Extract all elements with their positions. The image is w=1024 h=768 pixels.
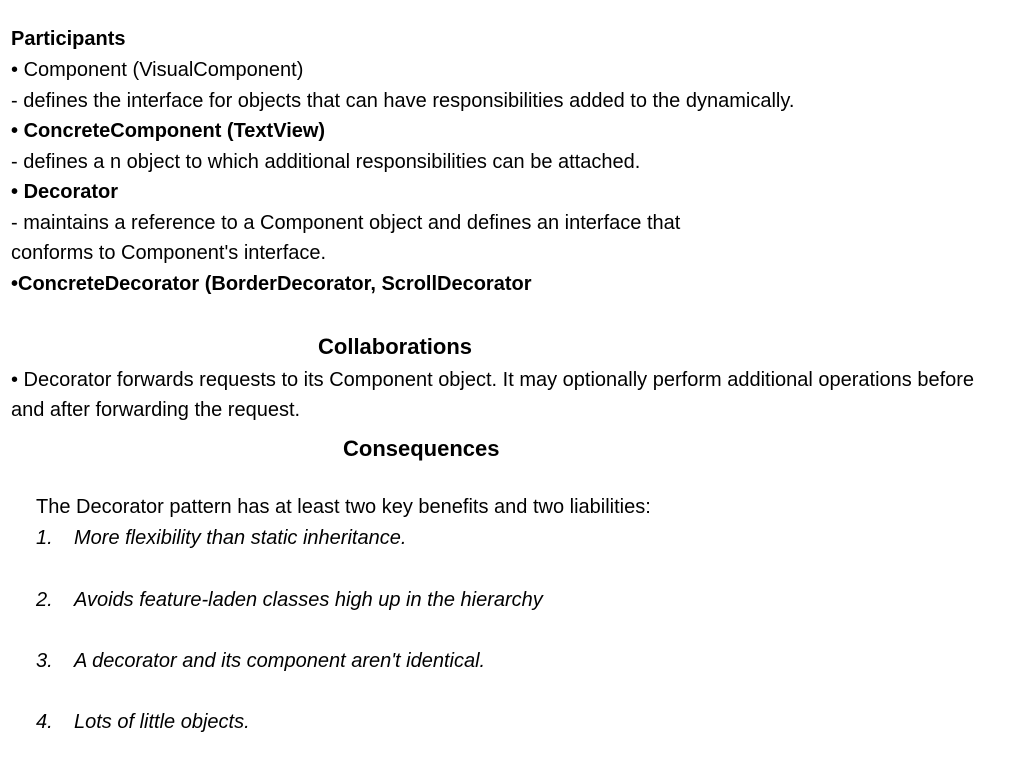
participant-decorator-desc-line1: - maintains a reference to a Component object and defines an interface that	[11, 212, 681, 234]
consequence-item-4	[36, 709, 250, 735]
participant-decorator-desc-line2: conforms to Component's interface.	[11, 242, 327, 264]
bullet: •	[11, 181, 19, 203]
bullet: •	[11, 120, 19, 142]
consequence-item-3	[36, 648, 485, 674]
participant-decorator	[11, 179, 118, 205]
consequence-item-1	[36, 525, 406, 551]
participant-title: Component (VisualComponent)	[23, 59, 304, 81]
list-text: More flexibility than static inheritance.	[74, 527, 407, 549]
list-number: 4.	[36, 711, 53, 733]
participant-component	[11, 57, 303, 83]
list-text: Avoids feature-laden classes high up in the hierarchy	[74, 589, 543, 611]
list-number: 3.	[36, 650, 53, 672]
participant-title: Decorator	[23, 181, 119, 203]
list-text: Lots of little objects.	[74, 711, 250, 733]
bullet: •	[11, 273, 19, 295]
list-number: 2.	[36, 589, 53, 611]
collaborations-heading: Collaborations	[318, 334, 473, 359]
participant-title: ConcreteDecorator (BorderDecorator, ScrollDecorator	[18, 273, 532, 295]
consequences-intro: The Decorator pattern has at least two key benefits and two liabilities:	[36, 496, 651, 518]
collaborations-text: • Decorator forwards requests to its Component object. It may optionally perform additional operations before and after forwarding the request.	[11, 369, 975, 421]
consequence-item-2	[36, 587, 543, 613]
list-number: 1.	[36, 527, 53, 549]
participant-concrete-component	[11, 118, 325, 144]
list-text: A decorator and its component aren't identical.	[74, 650, 486, 672]
bullet: •	[11, 59, 19, 81]
participant-title: ConcreteComponent (TextView)	[23, 120, 326, 142]
participant-concrete-component-desc: - defines a n object to which additional responsibilities can be attached.	[11, 151, 641, 173]
participants-heading: Participants	[11, 28, 126, 50]
participant-concrete-decorator	[11, 271, 532, 297]
consequences-heading: Consequences	[343, 436, 500, 461]
participant-component-desc: - defines the interface for objects that can have responsibilities added to the dynamically.	[11, 90, 795, 112]
